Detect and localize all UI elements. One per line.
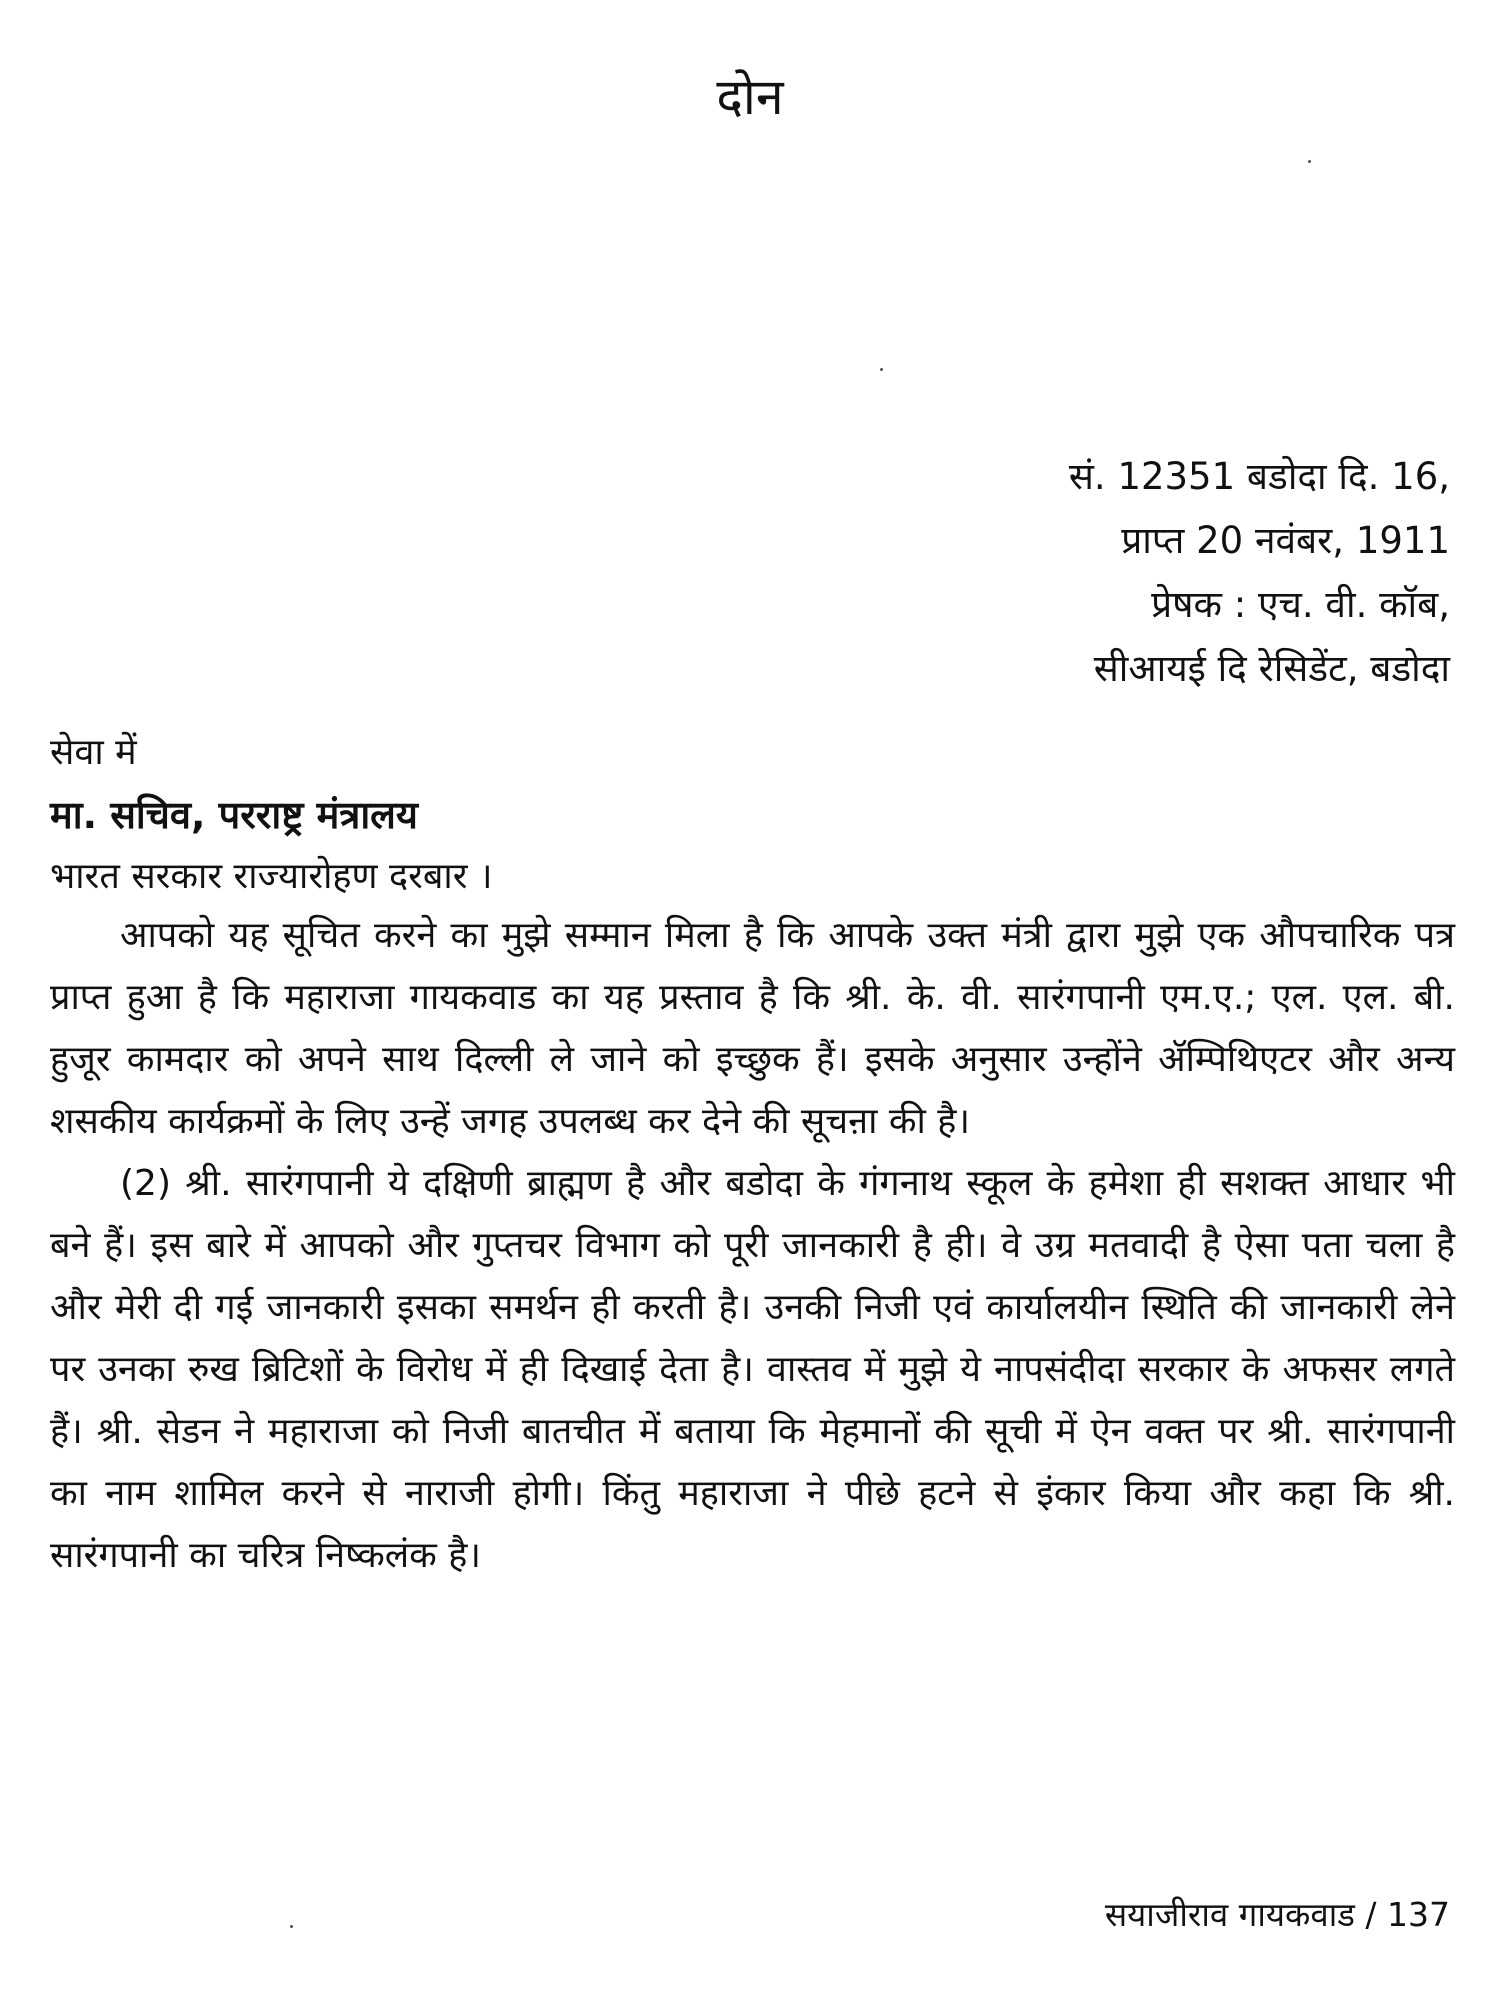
page-footer: सयाजीराव गायकवाड / 137 [1104,1895,1450,1934]
letter-body [50,905,1455,1587]
sender-line: प्रेषक : एच. वी. कॉब, [1151,583,1450,626]
scan-speck [290,1925,293,1928]
recipient-organization: भारत सरकार राज्यारोहण दरबार । [50,856,493,897]
page-heading: दोन [716,68,784,126]
salutation-to: सेवा में [50,732,137,773]
received-date-line: प्राप्त 20 नवंबर, 1911 [1121,519,1450,562]
salutation-block [50,722,1450,908]
body-paragraph-2: (2) श्री. सारंगपानी ये दक्षिणी ब्राह्मण है और बडोदा के गंगनाथ स्कूल के हमेशा ही सशक्त आधार भी बने हैं। इस बारे में आपको और गुप्तचर विभाग को पूरी जानकारी है ही। वे उग्र मतवादी है ऐसा पता चला है और मेरी दी गई जानकारी इसका समर्थन ही करती है। उनकी निजी एवं कार्यालयीन स्थिति की जानकारी लेने पर उनका रुख ब्रिटिशों के विरोध में ही दिखाई देता है। वास्तव में मुझे ये नापसंदीदा सरकार के अफसर लगते हैं। श्री. सेडन ने महाराजा को निजी बातचीत में बताया कि मेहमानों की सूची में ऐन वक्त पर श्री. सारंगपानी का नाम शामिल करने से नाराजी होगी। किंतु महाराजा ने पीछे हटने से इंकार किया और कहा कि श्री. सारंगपानी का चरित्र निष्कलंक है। [50,1163,1455,1576]
letter-reference-block [750,445,1450,701]
sender-title-line: सीआयई दि रेसिडेंट, बडोदा [1093,647,1450,690]
recipient-title: मा. सचिव, परराष्ट्र मंत्रालय [50,793,418,837]
body-paragraph-1: आपको यह सूचित करने का मुझे सम्मान मिला है कि आपके उक्त मंत्री द्वारा मुझे एक औपचारिक पत्र प्राप्त हुआ है कि महाराजा गायकवाड का यह प्रस्ताव है कि श्री. के. वी. सारंगपानी एम.ए.; एल. एल. बी. हुजूर कामदार को अपने साथ दिल्ली ले जाने को इच्छुक हैं। इसके अनुसार उन्होंने ॲम्पिथिएटर और अन्य शसकीय कार्यक्रमों के लिए उन्हें जगह उपलब्ध कर देने की सूचऩा की है। [50,915,1455,1142]
scan-speck [880,368,883,371]
scan-speck [1308,160,1311,163]
reference-number-line: सं. 12351 बडोदा दि. 16, [1068,455,1450,498]
